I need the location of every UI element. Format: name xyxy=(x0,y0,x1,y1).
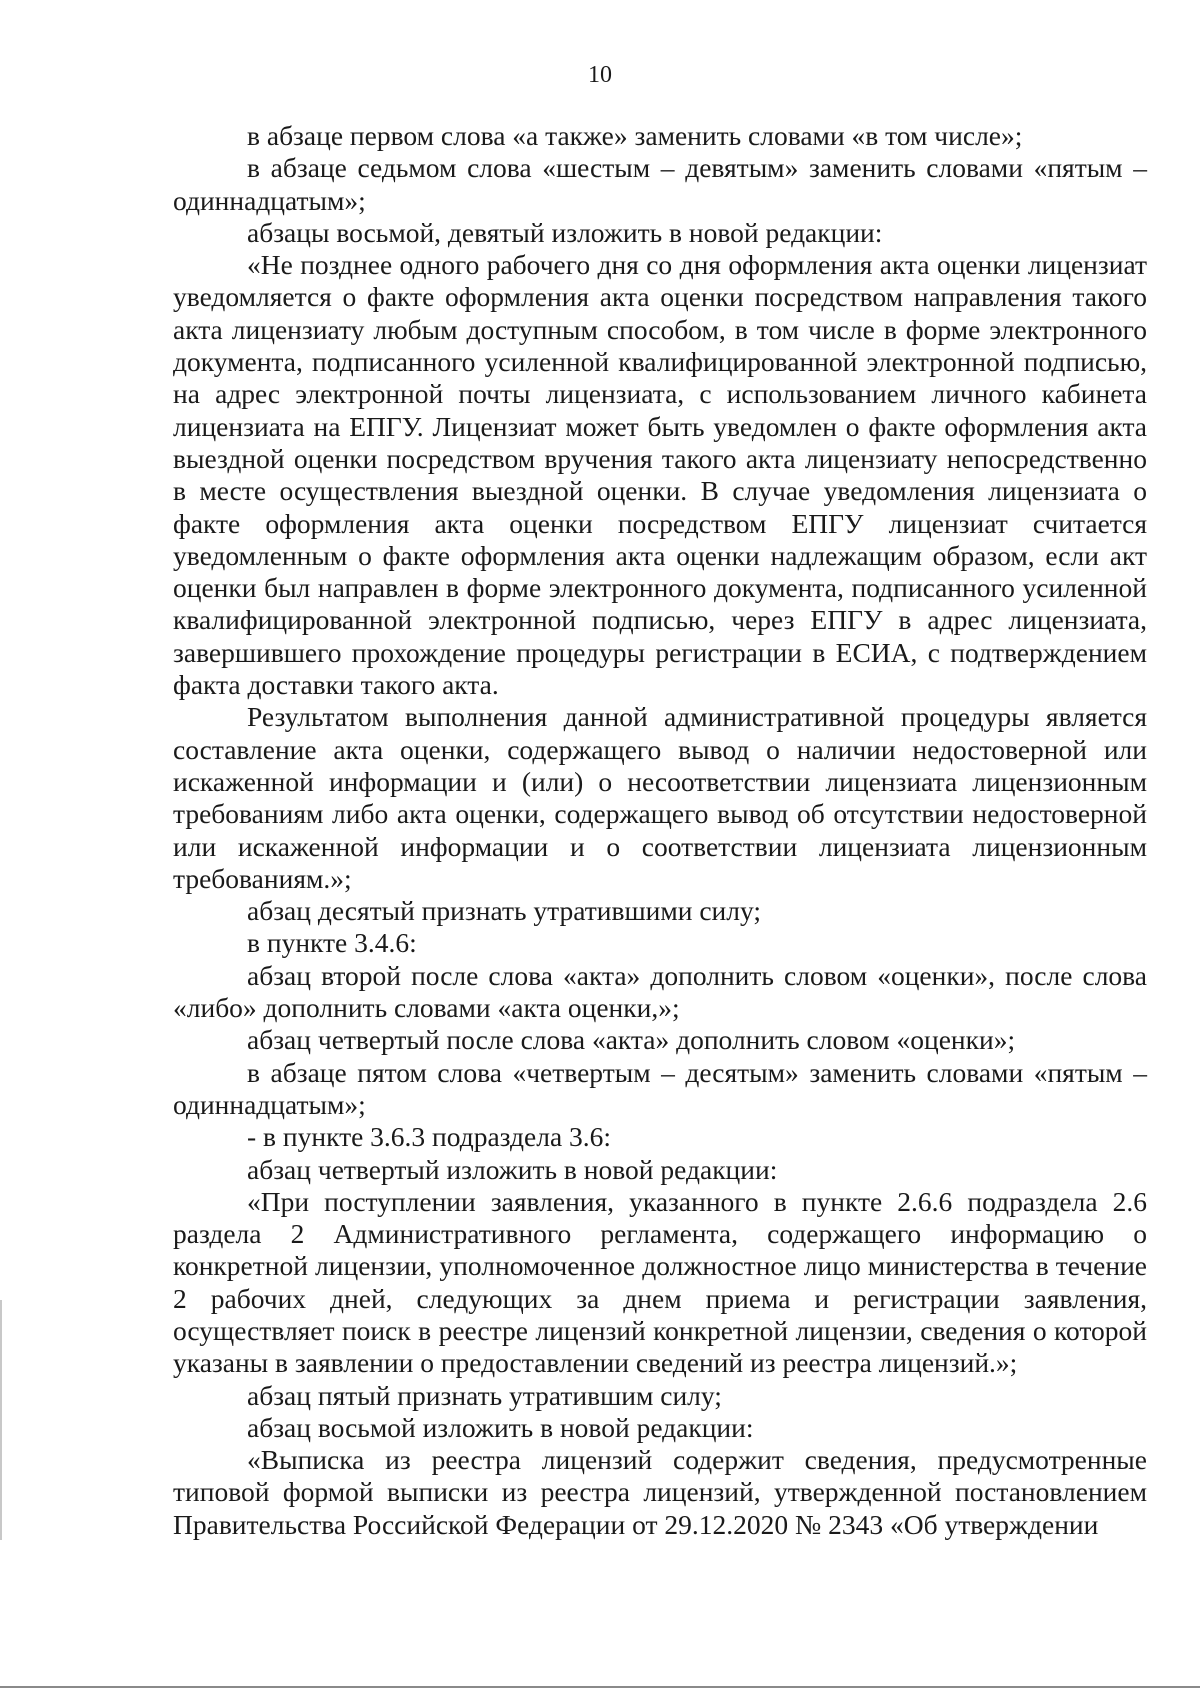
scan-edge-mark xyxy=(0,1300,2,1540)
paragraph-10: в абзаце пятом слова «четвертым – десятым» заменить словами «пятым – одиннадцатым»; xyxy=(173,1056,1147,1120)
paragraph-15: абзац восьмой изложить в новой редакции: xyxy=(247,1411,754,1443)
paragraph-1: в абзаце первом слова «а также» заменить словами «в том числе»; xyxy=(247,120,1023,151)
scan-bottom-edge xyxy=(0,1686,1200,1688)
paragraph-8: абзац второй после слова «акта» дополнить словом «оценки», после слова «либо» дополнить словами «акта оценки,»; xyxy=(173,959,1147,1024)
paragraph-11: - в пункте 3.6.3 подраздела 3.6: xyxy=(247,1121,612,1153)
paragraph-2: в абзаце седьмом слова «шестым – девятым» заменить словами «пятым – одиннадцатым»; xyxy=(173,152,1147,216)
paragraph-16: «Выписка из реестра лицензий содержит сведения, предусмотренные типовой формой выписки из реестра лицензий, утвержденной постановлением Правительства Российской Федерации от 29.12.2020 № 2343 «Об утверждении xyxy=(173,1444,1147,1540)
paragraph-13: «При поступлении заявления, указанного в пункте 2.6.6 подраздела 2.6 раздела 2 Административного регламента, содержащего информацию о конкретной лицензии, уполномоченное должностное лицо министерства в течение 2 рабочих дней, следующих за днем приема и регистрации заявления, осуществляет поиск в реестре лицензий конкретной лицензии, сведения о которой указаны в заявлении о предоставлении сведений из реестра лицензий.»; xyxy=(173,1185,1147,1379)
paragraph-6: абзац десятый признать утратившими силу; xyxy=(247,895,762,927)
paragraph-4: «Не позднее одного рабочего дня со дня оформления акта оценки лицензиат уведомляется о факте оформления акта оценки посредством направления такого акта лицензиату любым доступным способом, в том числе в форме электронного документа, подписанного усиленной квалифицированной электронной подписью, на адрес электронной почты лицензиата, с использованием личного кабинета лицензиата на ЕПГУ. Лицензиат может быть уведомлен о факте оформления акта выездной оценки посредством вручения такого акта лицензиату непосредственно в месте осуществления выездной оценки. В случае уведомления лицензиата о факте оформления акта оценки посредством ЕПГУ лицензиат считается уведомленным о факте оформления акта оценки надлежащим образом, если акт оценки был направлен в форме электронного документа, подписанного усиленной квалифицированной электронной подписью, через ЕПГУ в адрес лицензиата, завершившего прохождение процедуры регистрации в ЕСИА, с подтверждением факта доставки такого акта. xyxy=(173,249,1147,701)
paragraph-9: абзац четвертый после слова «акта» дополнить словом «оценки»; xyxy=(247,1024,1016,1056)
paragraph-5: Результатом выполнения данной административной процедуры является составление акта оценки, содержащего вывод о наличии недостоверной или искаженной информации и (или) о несоответствии лицензиата лицензионным требованиям либо акта оценки, содержащего вывод об отсутствии недостоверной или искаженной информации и о соответствии лицензиата лицензионным требованиям.»; xyxy=(173,701,1147,894)
paragraph-3: абзацы восьмой, девятый изложить в новой редакции: xyxy=(247,216,883,248)
page-number: 10 xyxy=(588,62,612,88)
document-body xyxy=(173,120,1147,1541)
paragraph-12: абзац четвертый изложить в новой редакции: xyxy=(247,1153,778,1185)
paragraph-7: в пункте 3.4.6: xyxy=(247,927,417,959)
paragraph-14: абзац пятый признать утратившим силу; xyxy=(247,1379,722,1411)
